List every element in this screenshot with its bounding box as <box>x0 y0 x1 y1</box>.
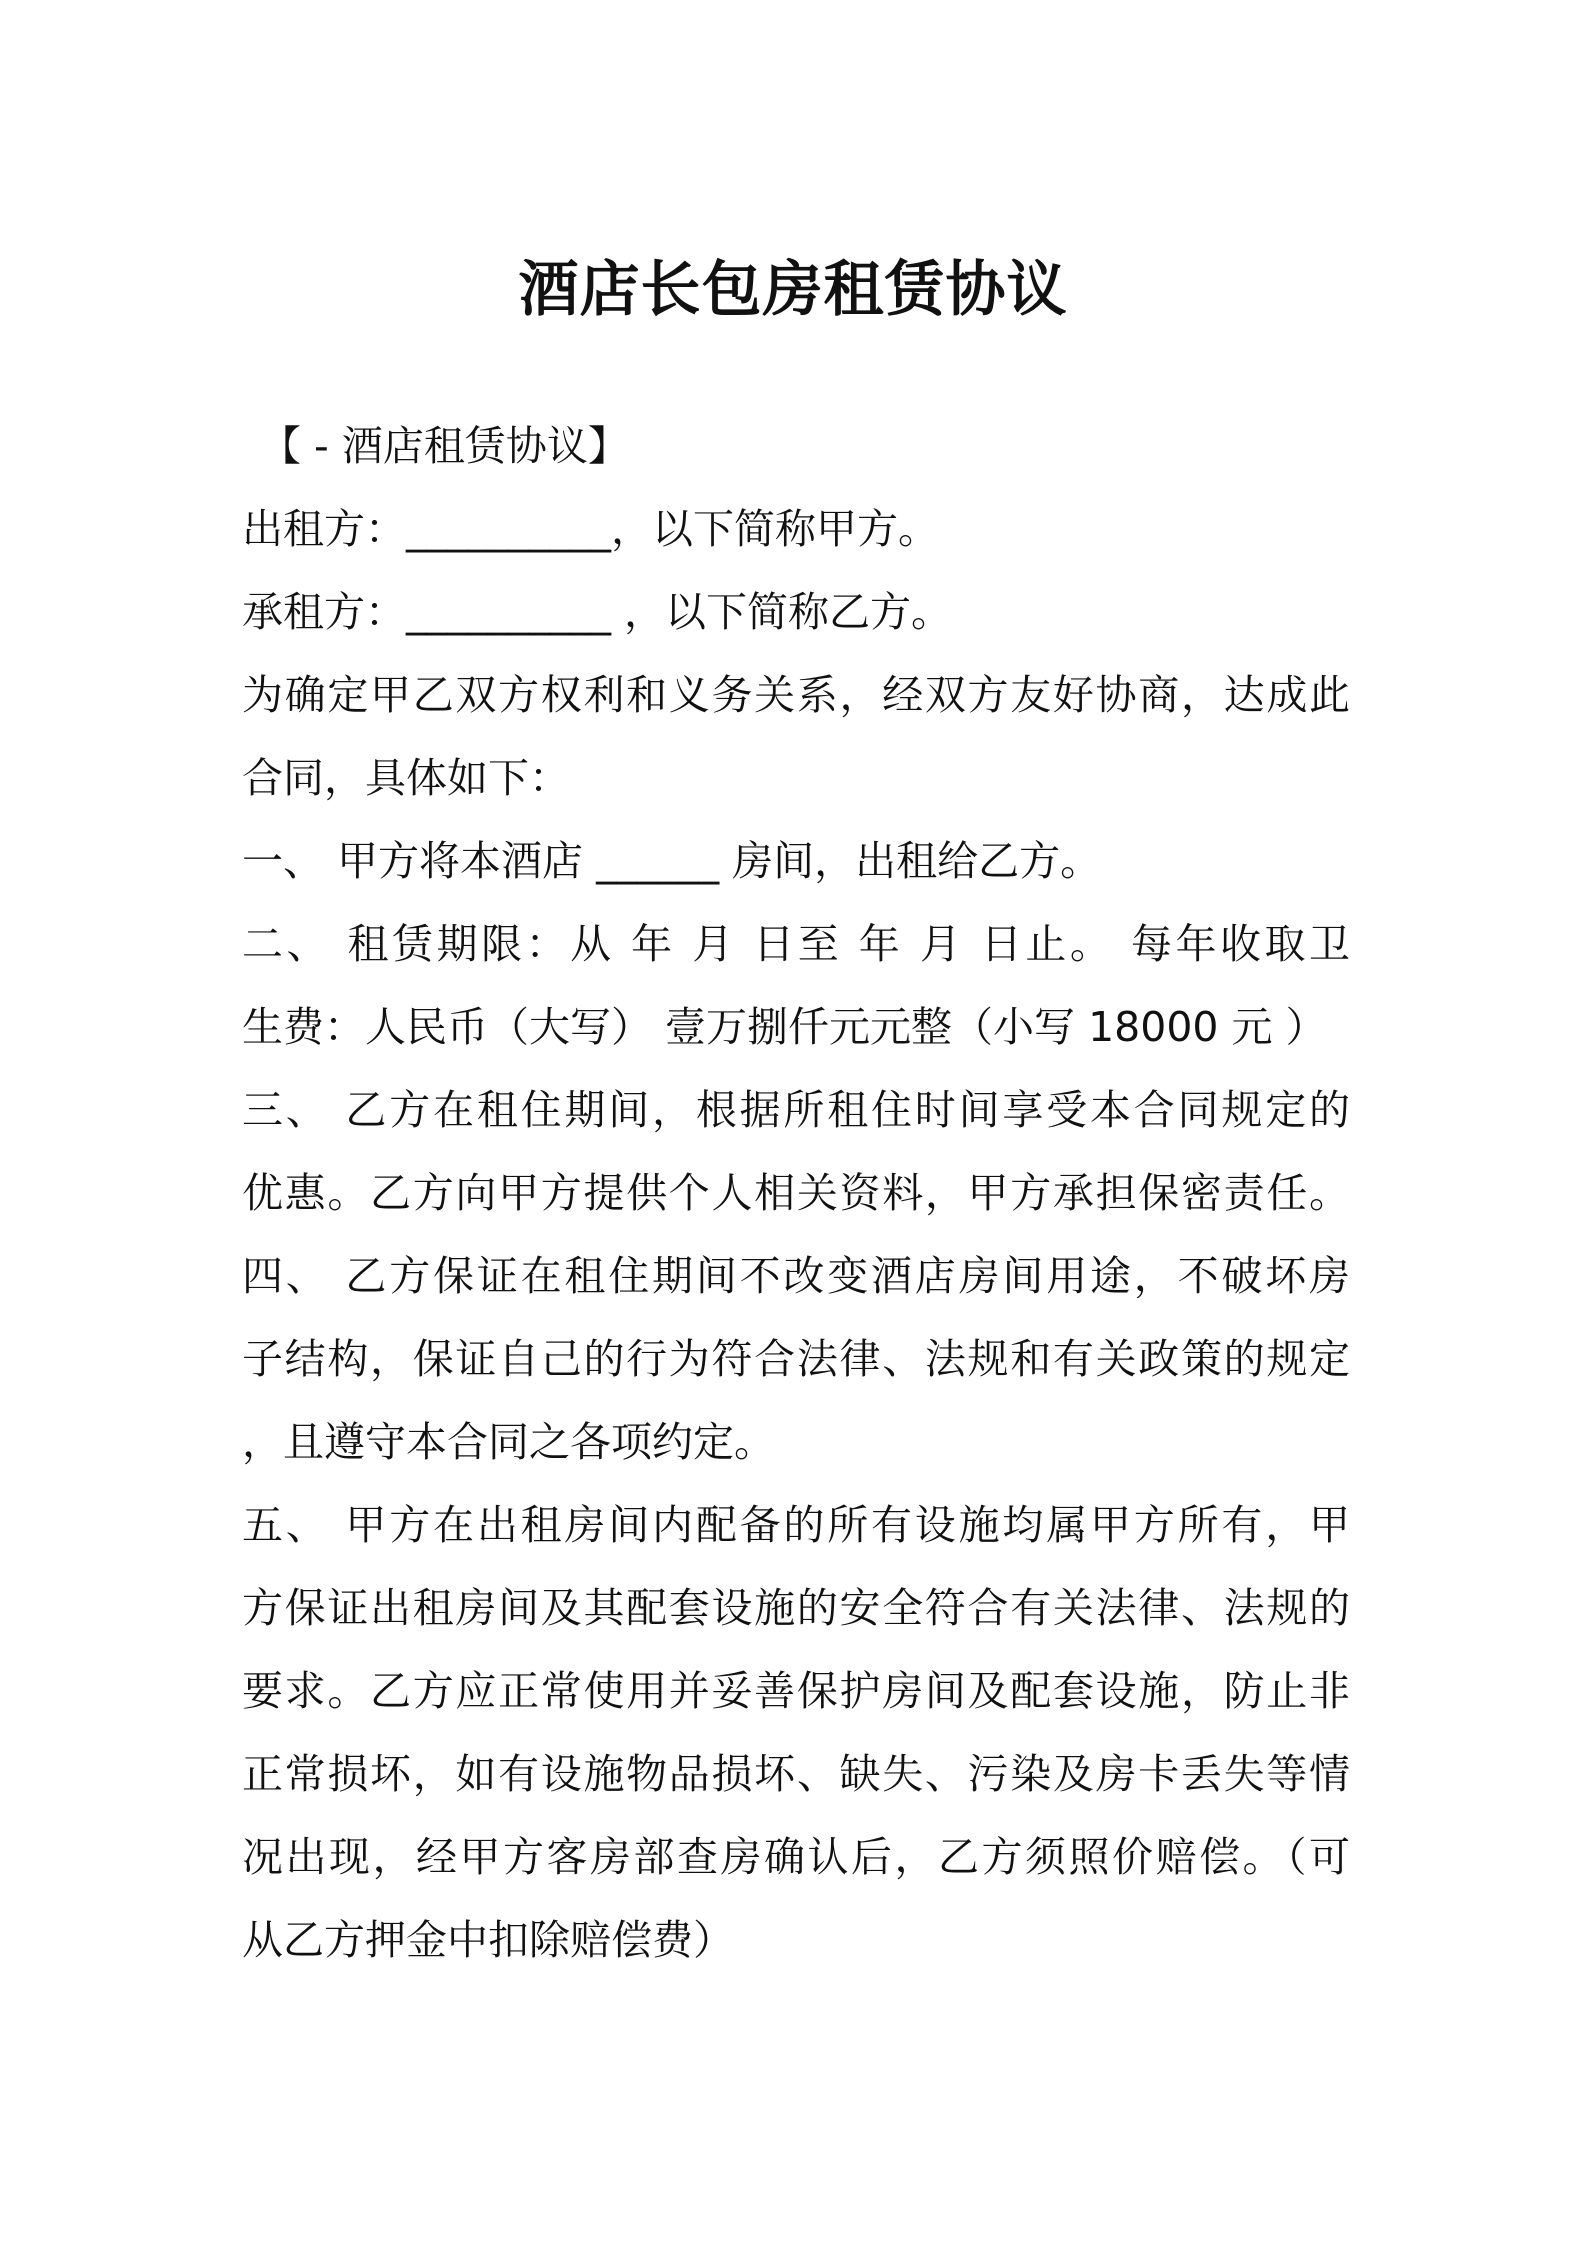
clause-5-line-1: 五、 甲方在出租房间内配备的所有设施均属甲方所有，甲 <box>242 1501 1350 1549</box>
clause-1-line-1: 一、 甲方将本酒店 ______ 房间，出租给乙方。 <box>242 837 1102 885</box>
clause-5-line-2: 方保证出租房间及其配套设施的安全符合有关法律、法规的 <box>242 1584 1350 1632</box>
lessee-line: 承租方：__________ ，以下简称乙方。 <box>242 588 953 636</box>
clause-4-line-2: 子结构，保证自己的行为符合法律、法规和有关政策的规定 <box>242 1335 1350 1383</box>
clause-4-line-3: ，且遵守本合同之各项约定。 <box>242 1418 775 1466</box>
document-title: 酒店长包房租赁协议 <box>518 255 1068 325</box>
preamble-line-2: 合同，具体如下： <box>242 754 570 802</box>
preamble-line-1: 为确定甲乙双方权利和义务关系，经双方友好协商，达成此 <box>242 671 1350 719</box>
clause-5-line-4: 正常损坏，如有设施物品损坏、缺失、污染及房卡丢失等情 <box>242 1750 1350 1798</box>
clause-4-line-1: 四、 乙方保证在租住期间不改变酒店房间用途，不破坏房 <box>242 1252 1350 1300</box>
clause-2-line-1: 二、 租赁期限：从 年 月 日至 年 月 日止。 每年收取卫 <box>242 920 1350 968</box>
clause-5-line-5: 况出现，经甲方客房部查房确认后，乙方须照价赔偿。（可 <box>242 1833 1350 1881</box>
lessor-line: 出租方：__________，以下简称甲方。 <box>242 505 939 553</box>
document-body <box>242 405 1350 1982</box>
clause-3-line-2: 优惠。乙方向甲方提供个人相关资料，甲方承担保密责任。 <box>242 1169 1350 1217</box>
subtitle-line: 【 - 酒店租赁协议】 <box>260 422 629 470</box>
clause-3-line-1: 三、 乙方在租住期间，根据所租住时间享受本合同规定的 <box>242 1086 1350 1134</box>
clause-5-line-6: 从乙方押金中扣除赔偿费） <box>242 1916 734 1964</box>
clause-5-line-3: 要求。乙方应正常使用并妥善保护房间及配套设施，防止非 <box>242 1667 1350 1715</box>
clause-2-line-2: 生费：人民币（大写） 壹万捌仟元元整（小写 18000 元 ） <box>242 1003 1327 1051</box>
